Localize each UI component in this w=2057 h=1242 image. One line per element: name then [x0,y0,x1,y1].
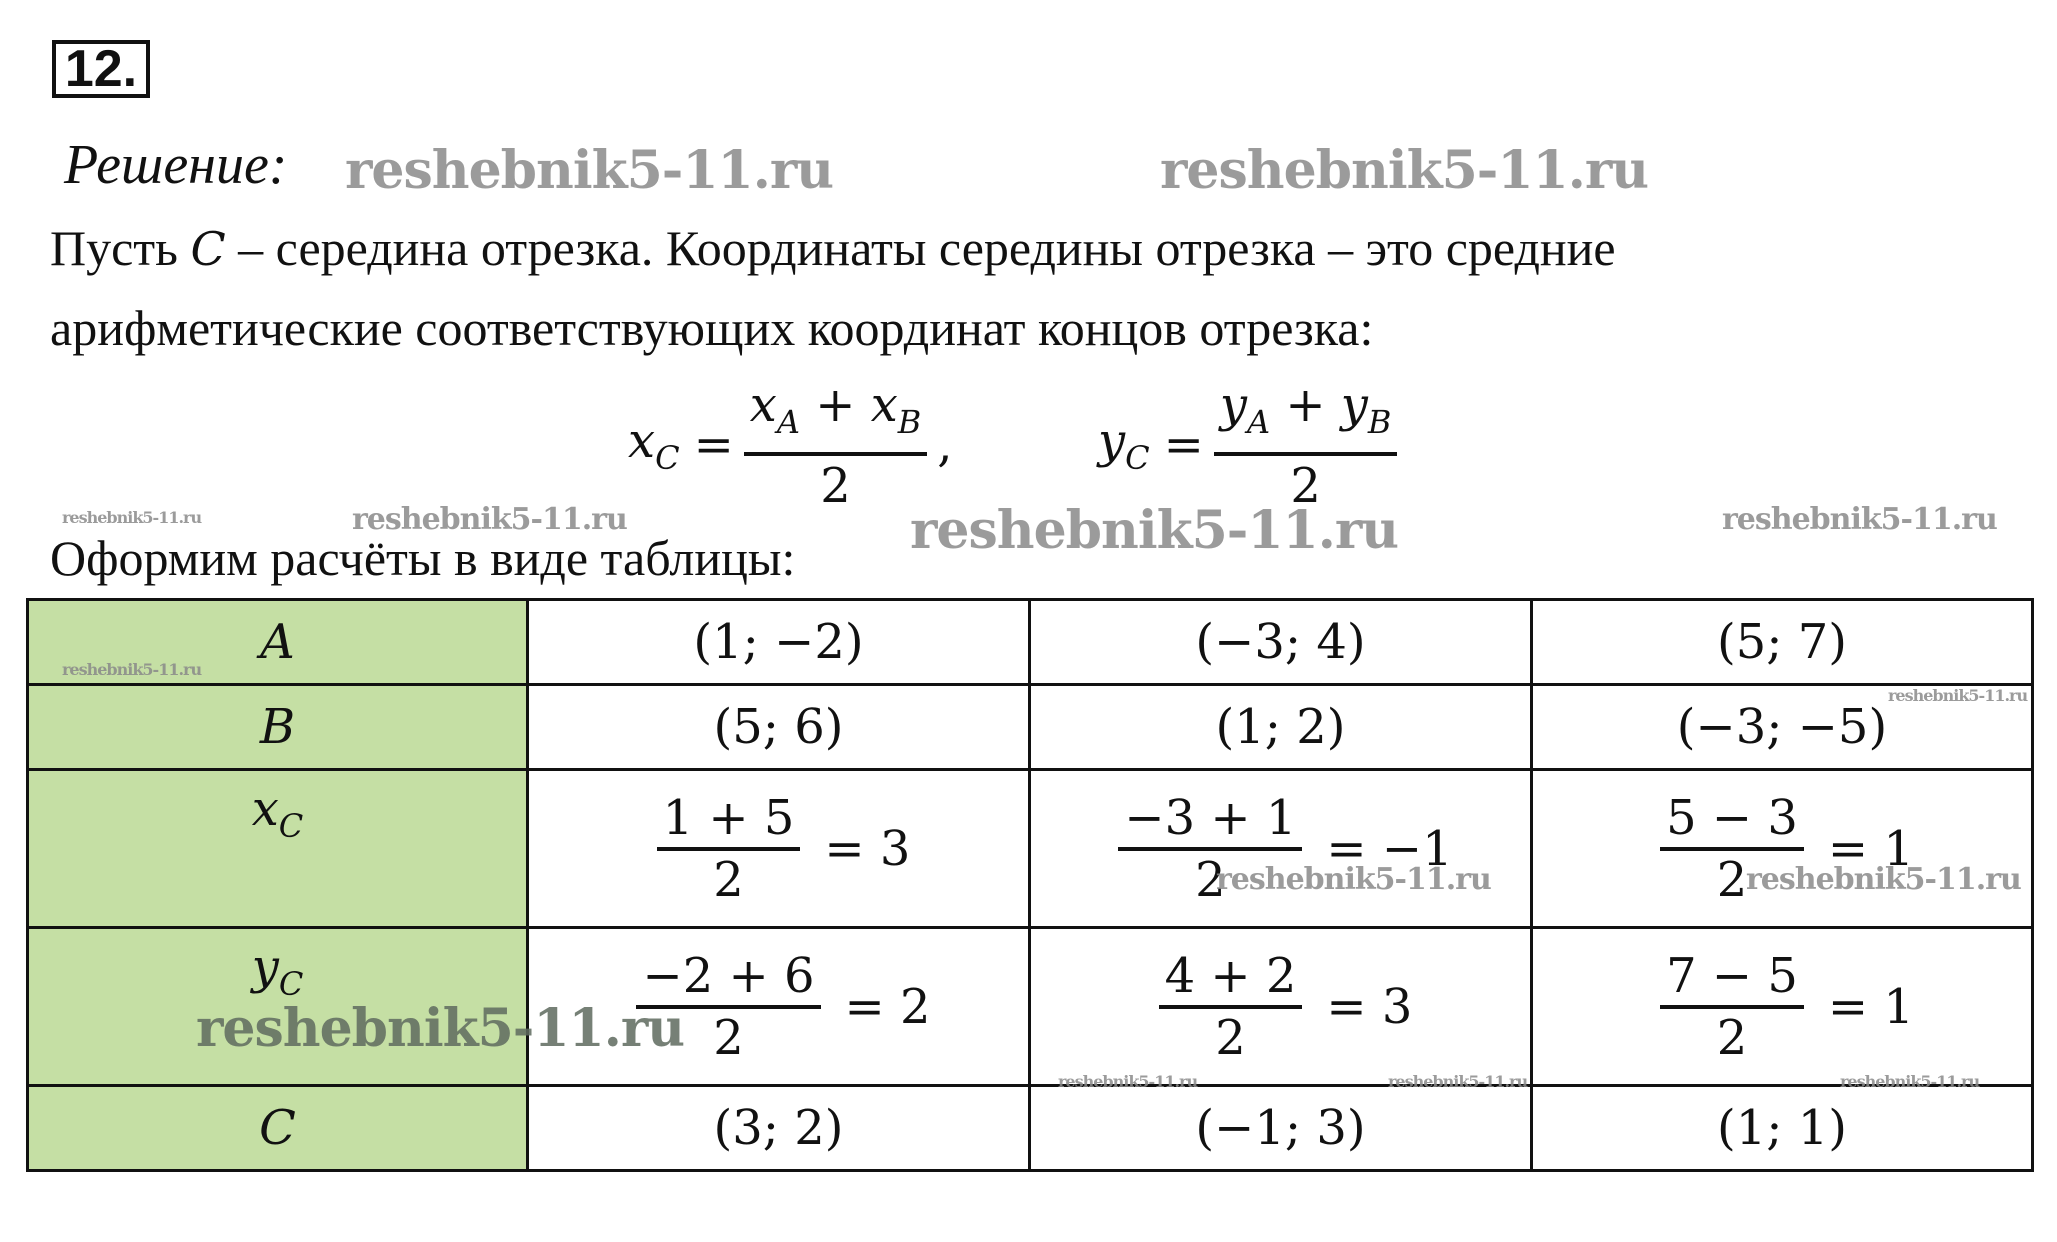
watermark: reshebnik5-11.ru [1388,1072,1528,1091]
watermark: reshebnik5-11.ru [62,508,202,527]
watermark: reshebnik5-11.ru [345,140,834,201]
paragraph-text: – середина отрезка. Координаты середины отрезка – это средние [225,220,1616,276]
table-cell [1030,770,1532,928]
watermark: reshebnik5-11.ru [910,500,1399,561]
subscript: A [776,402,800,441]
watermark: reshebnik5-11.ru [1888,686,2028,705]
result: = −1 [1326,820,1453,877]
result: = 2 [844,978,931,1035]
fraction-expression [647,789,911,909]
result: = 3 [824,820,911,877]
paragraph-line-2: арифметические соответствующих координат концов отрезка: [50,300,1374,356]
subscript: A [1246,402,1271,441]
fraction-denominator: 2 [820,457,851,514]
fraction [1660,947,1804,1067]
fraction-denominator: 2 [1716,851,1748,908]
fraction [1159,947,1303,1067]
fraction [657,789,801,909]
table-cell [1532,770,2033,928]
watermark: reshebnik5-11.ru [196,998,685,1059]
plus-term: + x [799,376,898,433]
fraction-numerator: 4 + 2 [1159,947,1303,1009]
row-header-xc [28,770,528,928]
var-y: y [1219,376,1247,433]
calculation-table [26,598,2034,1172]
table-cell: (5; 7) [1532,600,2033,685]
fraction-denominator: 2 [1290,457,1321,514]
watermark: reshebnik5-11.ru [62,660,202,679]
problem-number: 12. [52,40,150,98]
result: = 3 [1326,978,1413,1035]
equals-sign: = [693,417,734,473]
var-y: y [1098,413,1126,469]
fraction-denominator: 2 [1195,851,1226,908]
watermark: reshebnik5-11.ru [1058,1072,1198,1091]
subscript: C [278,807,304,845]
subscript: C [278,965,304,1003]
table-cell [528,770,1030,928]
subscript: B [897,402,922,441]
result: = 1 [1827,978,1914,1035]
paragraph-line-3: Оформим расчёты в виде таблицы: [50,530,796,586]
fraction-denominator: 2 [1215,1009,1246,1066]
fraction-numerator: 7 − 5 [1660,947,1804,1009]
comma: , [937,417,953,473]
table-cell: (1; −2) [528,600,1030,685]
row-header-b: B [28,685,528,770]
var-x: x [628,413,656,469]
fraction-numerator: −3 + 1 [1118,789,1302,851]
table-cell: (−1; 3) [1030,1086,1532,1171]
row-header-c: C [28,1086,528,1171]
fraction [744,375,928,516]
watermark: reshebnik5-11.ru [1840,1072,1980,1091]
fraction [1214,375,1398,516]
table-cell: (1; 1) [1532,1086,2033,1171]
watermark: reshebnik5-11.ru [1216,862,1491,897]
fraction-numerator [744,375,928,456]
fraction-numerator [1214,375,1398,456]
var-x: x [749,376,777,433]
fraction-expression [1650,947,1914,1067]
formula-lhs [1098,413,1150,477]
result: = 1 [1827,820,1914,877]
fraction-denominator: 2 [713,851,744,908]
watermark: reshebnik5-11.ru [1160,140,1649,201]
table-cell: (−3; −5) [1532,685,2033,770]
paragraph-line-1 [50,218,1616,279]
fraction-numerator: 5 − 3 [1660,789,1804,851]
subscript: C [655,439,680,477]
paragraph-text: Пусть [50,220,191,276]
subscript: C [1125,439,1150,477]
fraction-denominator: 2 [713,1009,744,1066]
table-row-a [28,600,2033,685]
row-header-a: A [28,600,528,685]
subscript: B [1367,402,1392,441]
watermark: reshebnik5-11.ru [352,502,627,537]
formula-x-midpoint [628,376,953,514]
solution-label: Решение: [64,134,288,196]
watermark: reshebnik5-11.ru [1722,502,1997,537]
watermark: reshebnik5-11.ru [1746,862,2021,897]
variable-c: C [190,222,226,276]
equals-sign: = [1163,417,1204,473]
table-row-b [28,685,2033,770]
var-x: x [251,781,279,837]
table-cell: (1; 2) [1030,685,1532,770]
table-row-xc [28,770,2033,928]
table-cell [1030,928,1532,1086]
formula-lhs [628,413,680,477]
var-y: y [251,939,279,995]
table-cell: (3; 2) [528,1086,1030,1171]
table-cell: (−3; 4) [1030,600,1532,685]
fraction-numerator: 1 + 5 [657,789,801,851]
table-cell [1532,928,2033,1086]
formula-y-midpoint [1098,376,1407,514]
fraction-numerator: −2 + 6 [636,947,820,1009]
fraction-denominator: 2 [1716,1009,1748,1066]
plus-term: + y [1270,376,1368,433]
table-row-c [28,1086,2033,1171]
table-cell: (5; 6) [528,685,1030,770]
fraction-expression [1149,947,1413,1067]
